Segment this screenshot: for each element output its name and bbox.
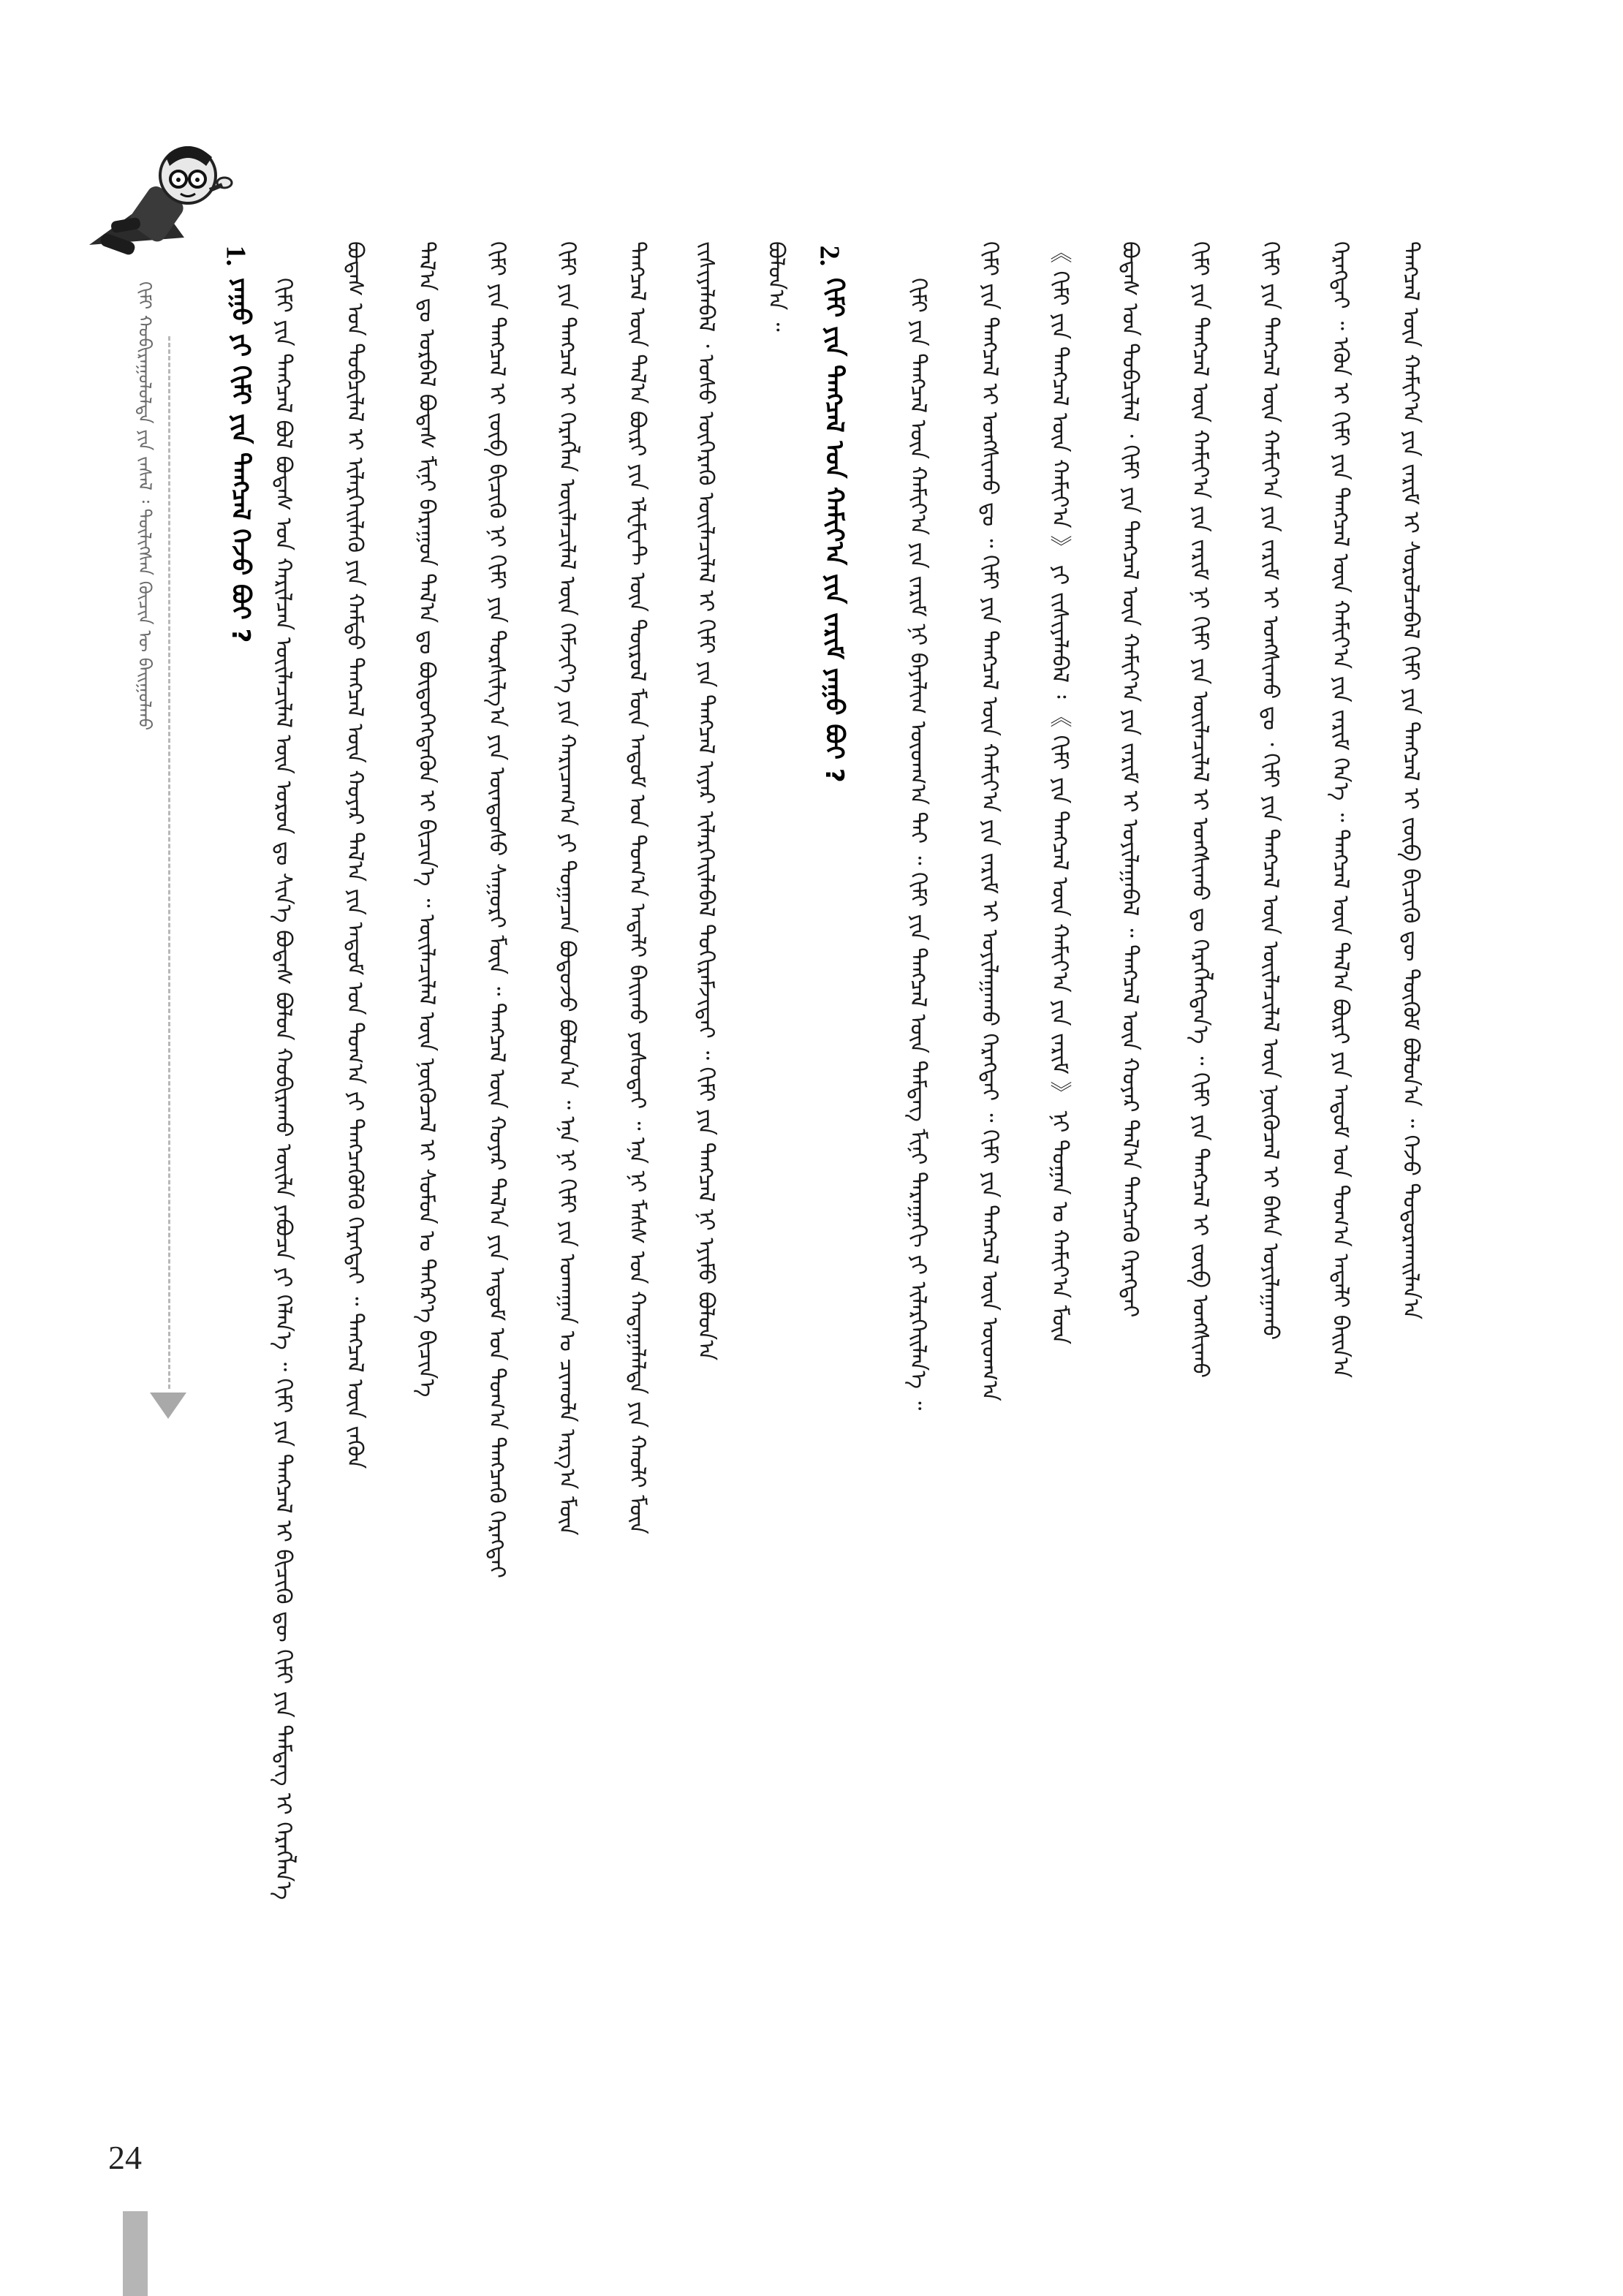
body-column: ᠪᠤᠳᠠᠰ ᠤᠨ ᠲᠤᠪᠴᠢᠯᠠᠯ ᠂ ᠬᠢᠮᠢ ᠶᠢᠨ ᠲᠡᠩᠴᠡᠯ ᠦᠨ ᠬᠠᠮᠢᠶ᠎ᠠ ᠶᠢᠨ ᠵᠠᠷᠢᠮ ᠢ ᠣᠶᠢᠯᠠᠭᠠᠪᠠᠯ ᠃ ᠲᠡᠩᠴᠡᠯ ᠦᠨ ᠬᠣᠶᠠᠷ ᠲᠠᠯ᠎ᠠ ᠲᠡᠩᠴᠡᠬᠦ ᠬᠡᠷᠡᠭᠲᠡᠢ bbox=[1117, 241, 1143, 1318]
section-2-number: 2. bbox=[814, 245, 845, 267]
body-column: ᠬᠢᠮᠢ ᠶᠢᠨ ᠲᠡᠩᠴᠡᠯ ᠦᠨ ᠬᠠᠮᠢᠶ᠎ᠠ ᠶᠢᠨ ᠵᠠᠷᠢᠮ ᠢ ᠤᠩᠰᠢᠬᠤ ᠳᠤ ᠂ ᠬᠢᠮᠢ ᠶᠢᠨ ᠲᠡᠩᠴᠡᠯ ᠦᠨ ᠦᠢᠯᠡᠴᠢᠯᠡᠯ ᠦᠨ ᠨᠥᠬᠦᠴᠡᠯ ᠢ ᠪᠠᠰᠠ ᠣᠶᠢᠯᠠᠭᠠᠬᠤ bbox=[1257, 241, 1283, 1341]
body-column: ᠬᠢᠮᠢ ᠶᠢᠨ ᠲᠡᠩᠴᠡᠯ ᠢ ᠤᠩᠰᠢᠬᠤ ᠳᠤ ᠃ ᠬᠢᠮᠢ ᠶᠢᠨ ᠲᠡᠩᠴᠡᠯ ᠦᠨ ᠬᠠᠮᠢᠶ᠎ᠠ ᠶᠢᠨ ᠵᠠᠷᠢᠮ ᠢ ᠣᠶᠢᠯᠠᠭᠠᠬᠤ ᠬᠡᠷᠡᠭᠲᠡᠢ ᠃ ᠬᠢᠮᠢ ᠶᠢᠨ ᠲᠡᠩᠴᠡᠯ ᠦᠨ ᠦᠳᠬ᠎ᠠ bbox=[977, 241, 1002, 1401]
body-column: ᠵᠢᠱᠢᠶᠡᠯᠡᠪᠡᠯ ᠂ ᠤᠰᠤ ᠦᠭᠡᠷᠡᠬᠦ ᠦᠢᠯᠡᠴᠢᠯᠡᠯ ᠢ ᠬᠢᠮᠢ ᠶᠢᠨ ᠲᠡᠩᠴᠡᠯ ᠢᠶᠡᠷ ᠢᠯᠡᠷᠬᠡᠢᠯᠡᠪᠡᠯ ᠲᠣᠬᠢᠷᠠᠮᠵᠢᠲᠠᠢ ᠃ ᠬᠢᠮᠢ ᠶᠢᠨ ᠲᠡᠩᠴᠡᠯ ᠨᠢ ᠡᠶᠢᠮᠦ ᠪᠣᠯᠣᠨ᠎ᠠ bbox=[693, 241, 719, 1361]
section-1-number: 1. bbox=[220, 245, 251, 267]
section-1-heading: ᠶᠠᠭᠤ ᠶᠢ ᠬᠢᠮᠢ ᠶᠢᠨ ᠲᠡᠩᠴᠡᠯ ᠭᠡᠵᠦ ᠪᠤᠢ ? bbox=[226, 278, 255, 643]
body-column: ᠪᠤᠳᠠᠰ ᠤᠨ ᠲᠤᠪᠴᠢᠯᠠᠯ ᠢ ᠢᠯᠡᠷᠬᠡᠢᠯᠡᠬᠦ ᠶᠢᠨ ᠬᠠᠮᠲᠤ ᠲᠡᠩᠴᠡᠯ ᠦᠨ ᠬᠣᠶᠠᠷ ᠲᠠᠯ᠎ᠠ ᠶᠢᠨ ᠠᠲᠣᠮ ᠤᠨ ᠲᠣᠭ᠎ᠠ ᠶᠢ ᠲᠡᠩᠴᠡᠭᠦᠯᠬᠦ ᠬᠡᠷᠡᠭᠲᠡᠢ ᠃ ᠲᠡᠩᠴᠡᠯ ᠦᠨ ᠵᠡᠭᠦᠨ bbox=[342, 241, 368, 1469]
page-edge-tab bbox=[123, 2211, 148, 2296]
header-dashed-divider bbox=[168, 336, 170, 1389]
body-column: ᠲᠡᠩᠴᠡᠯ ᠦᠨ ᠬᠠᠮᠢᠶ᠎ᠠ ᠶᠢᠨ ᠵᠠᠷᠢᠮ ᠢ ᠰᠤᠷᠤᠯᠴᠠᠪᠠᠯ ᠬᠢᠮᠢ ᠶᠢᠨ ᠲᠡᠩᠴᠡᠯ ᠢ ᠵᠦᠪ ᠪᠢᠴᠢᠬᠦ ᠳᠦ ᠳᠦᠬᠦᠮ ᠪᠣᠯᠣᠨ᠎ᠠ ᠃ ᠭᠡᠵᠦ ᠲᠣᠳᠣᠷᠬᠠᠢᠯᠠᠨ᠎ᠠ bbox=[1398, 241, 1423, 1320]
section-2-heading: ᠬᠢᠮᠢ ᠶᠢᠨ ᠲᠡᠩᠴᠡᠯ ᠤᠨ ᠬᠠᠮᠢᠶ᠎ᠠ ᠶᠢᠨ ᠵᠠᠷᠢᠮ ᠶᠠᠭᠤ ᠪᠤᠢ ? bbox=[820, 278, 849, 783]
body-column: ᠬᠢᠮᠢ ᠶᠢᠨ ᠲᠡᠩᠴᠡᠯ ᠦᠨ ᠬᠠᠮᠢᠶ᠎ᠠ ᠶᠢᠨ ᠵᠠᠷᠢᠮ ᠨᠢ ᠪᠠᠶᠠᠯᠢᠭ ᠦᠳᠬ᠎ᠠ ᠲᠠᠢ ᠃ ᠬᠢᠮᠢ ᠶᠢᠨ ᠲᠡᠩᠴᠡᠯ ᠦᠨ ᠲᠡᠮᠳᠡᠭ ᠮᠢᠨᠢ ᠳᠠᠷᠠᠭᠠᠬᠢ ᠶᠢ ᠢᠯᠡᠷᠬᠡᠢᠯᠡᠨ᠎ᠡ ᠃ bbox=[905, 278, 931, 1411]
body-column: 《 ᠬᠢᠮᠢ ᠶᠢᠨ ᠲᠡᠩᠴᠡᠯ ᠦᠨ ᠬᠠᠮᠢᠶ᠎ᠠ 》 ᠶᠢ ᠵᠢᠱᠢᠶᠡᠯᠡᠪᠡᠯ ᠄ 《 ᠬᠢᠮᠢ ᠶᠢᠨ ᠲᠡᠩᠴᠡᠯ ᠦᠨ ᠬᠠᠮᠢᠶ᠎ᠠ ᠶᠢᠨ ᠵᠠᠷᠢᠮ 》 ᠨᠢ ᠲᠣᠭᠠᠨ ᠤ ᠬᠠᠮᠢᠶ᠎ᠠ ᠮᠥᠨ bbox=[1047, 241, 1072, 1345]
body-column: ᠬᠢᠮᠢ ᠶᠢᠨ ᠲᠡᠩᠴᠡᠯ ᠢ ᠬᠡᠷᠡᠭᠯᠡᠨ ᠦᠢᠯᠡᠴᠢᠯᠡᠯ ᠦᠨ ᠬᠡᠮᠵᠢᠶ᠎ᠡ ᠶᠢᠨ ᠬᠠᠷᠢᠴᠠᠭ᠎ᠠ ᠶᠢ ᠲᠣᠭᠠᠴᠠᠨ ᠪᠣᠳᠣᠵᠤ ᠪᠣᠯᠣᠨ᠎ᠠ ᠃ ᠡᠨᠡ ᠨᠢ ᠬᠢᠮᠢ ᠶᠢᠨ ᠤᠬᠠᠭᠠᠨ ᠤ ᠴᠢᠬᠤᠯᠠ ᠠᠷᠭ᠎ᠠ ᠮᠥᠨ bbox=[554, 241, 580, 1536]
body-column: ᠬᠢᠮᠢ ᠶᠢᠨ ᠲᠡᠩᠴᠡᠯ ᠪᠣᠯ ᠪᠤᠳᠠᠰ ᠤᠨ ᠬᠠᠷᠢᠯᠴᠠᠨ ᠦᠢᠯᠡᠴᠢᠯᠡᠯ ᠦᠨ ᠤᠷᠤᠨ ᠳᠤ ᠰᠢᠨ᠎ᠡ ᠪᠤᠳᠠᠰ ᠪᠣᠯᠤᠨ ᠬᠤᠪᠢᠷᠠᠬᠤ ᠦᠢᠯᠡ ᠶᠠᠪᠤᠴᠠ ᠶᠢ ᠬᠡᠯᠡᠨ᠎ᠡ ᠃ ᠬᠢᠮᠢ ᠶᠢᠨ ᠲᠡᠩᠴᠡᠯ ᠢ ᠪᠢᠴᠢᠬᠦ ᠳᠦ ᠬᠢᠮᠢ ᠶᠢᠨ ᠲᠡᠮᠳᠡᠭ ᠢ ᠬᠡᠷᠡᠭᠯᠡᠨ᠎ᠡ bbox=[270, 278, 296, 1901]
flying-boy-mascot-icon bbox=[67, 128, 235, 274]
body-column: ᠲᠡᠩᠴᠡᠯ ᠦᠨ ᠲᠠᠯ᠎ᠠ ᠪᠦᠷᠢ ᠶᠢᠨ ᠡᠯᠸᠮᠸᠨᠲ ᠦᠨ ᠲᠥᠷᠥᠯ ᠮᠥᠨ ᠠᠲᠣᠮ ᠤᠨ ᠲᠣᠭ᠎ᠠ ᠠᠳᠠᠯᠢ ᠪᠠᠢᠬᠤ ᠶᠣᠰᠣᠲᠠᠢ ᠃ ᠡᠨᠡ ᠨᠢ ᠮᠠᠰᠰ ᠤᠨ ᠬᠠᠳᠠᠭᠠᠯᠠᠯᠲᠠ ᠶᠢᠨ ᠬᠠᠤᠯᠢ ᠮᠥᠨ bbox=[624, 241, 650, 1534]
triangle-arrow-icon bbox=[150, 1393, 186, 1419]
body-column: ᠪᠣᠯᠣᠨ᠎ᠠ ᠃ bbox=[763, 241, 789, 332]
body-column: ᠬᠢᠮᠢ ᠶᠢᠨ ᠲᠡᠩᠴᠡᠯ ᠢ ᠵᠦᠪ ᠪᠢᠴᠢᠬᠦ ᠨᠢ ᠬᠢᠮᠢ ᠶᠢᠨ ᠲᠤᠷᠰᠢᠯᠭ᠎ᠠ ᠶᠢᠨ ᠦᠨᠳᠦᠰᠦ ᠰᠠᠭᠤᠷᠢ ᠮᠥᠨ ᠃ ᠲᠡᠩᠴᠡᠯ ᠦᠨ ᠬᠣᠶᠠᠷ ᠲᠠᠯ᠎ᠠ ᠶᠢᠨ ᠠᠲᠣᠮ ᠤᠨ ᠲᠣᠭ᠎ᠠ ᠲᠡᠩᠴᠡᠬᠦ ᠬᠡᠷᠡᠭᠲᠡᠢ bbox=[484, 241, 510, 1579]
page-number: 24 bbox=[108, 2139, 142, 2176]
running-header: ᠬᠢᠮᠢ ᠬᠤᠪᠢᠷᠠᠭᠤᠯᠤᠯᠲᠠ ᠶᠢᠨ ᠵᠠᠰᠠᠯ ᠄ ᠲᠦᠯᠢᠭᠰᠡᠨ ᠬᠦᠴᠢᠨ ᠦ ᠪᠠᠢᠭᠤᠯᠬᠤ bbox=[135, 281, 155, 731]
body-column: ᠲᠠᠯ᠎ᠠ ᠳᠤ ᠤᠷᠪᠠᠯ ᠪᠤᠳᠠᠰ ᠮᠢᠨᠢ ᠪᠠᠷᠠᠭᠤᠨ ᠲᠠᠯ᠎ᠠ ᠳᠤ ᠪᠦᠲᠦᠭᠡᠭᠳᠡᠬᠦᠨ ᠢ ᠪᠢᠴᠢᠨ᠎ᠡ ᠃ ᠦᠢᠯᠡᠴᠢᠯᠡᠯ ᠦᠨ ᠨᠥᠬᠦᠴᠡᠯ ᠢ ᠰᠤᠮᠤᠨ ᠤ ᠳᠡᠭᠡᠷ᠎ᠡ ᠪᠢᠴᠢᠨ᠎ᠡ bbox=[414, 241, 439, 1398]
body-column: ᠬᠡᠷᠡᠭᠲᠡᠢ ᠃ ᠡᠭᠦᠨ ᠢ ᠬᠢᠮᠢ ᠶᠢᠨ ᠲᠡᠩᠴᠡᠯ ᠦᠨ ᠬᠠᠮᠢᠶ᠎ᠠ ᠶᠢᠨ ᠵᠠᠷᠢᠮ ᠭᠡᠨ᠎ᠡ ᠃ ᠲᠡᠩᠴᠡᠯ ᠦᠨ ᠲᠠᠯ᠎ᠠ ᠪᠦᠷᠢ ᠶᠢᠨ ᠠᠲᠣᠮ ᠤᠨ ᠲᠣᠭ᠎ᠠ ᠠᠳᠠᠯᠢ ᠪᠠᠢᠨ᠎ᠠ bbox=[1328, 241, 1353, 1378]
body-column: ᠬᠢᠮᠢ ᠶᠢᠨ ᠲᠡᠩᠴᠡᠯ ᠦᠨ ᠬᠠᠮᠢᠶ᠎ᠠ ᠶᠢᠨ ᠵᠠᠷᠢᠮ ᠨᠢ ᠬᠢᠮᠢ ᠶᠢᠨ ᠦᠢᠯᠡᠴᠢᠯᠡᠯ ᠢ ᠤᠩᠰᠢᠬᠤ ᠳᠤ ᠬᠡᠷᠡᠭᠯᠡᠭᠳᠡᠨ᠎ᠡ ᠃ ᠬᠢᠮᠢ ᠶᠢᠨ ᠲᠡᠩᠴᠡᠯ ᠢ ᠵᠦᠪ ᠤᠩᠰᠢᠬᠤ bbox=[1187, 241, 1213, 1378]
